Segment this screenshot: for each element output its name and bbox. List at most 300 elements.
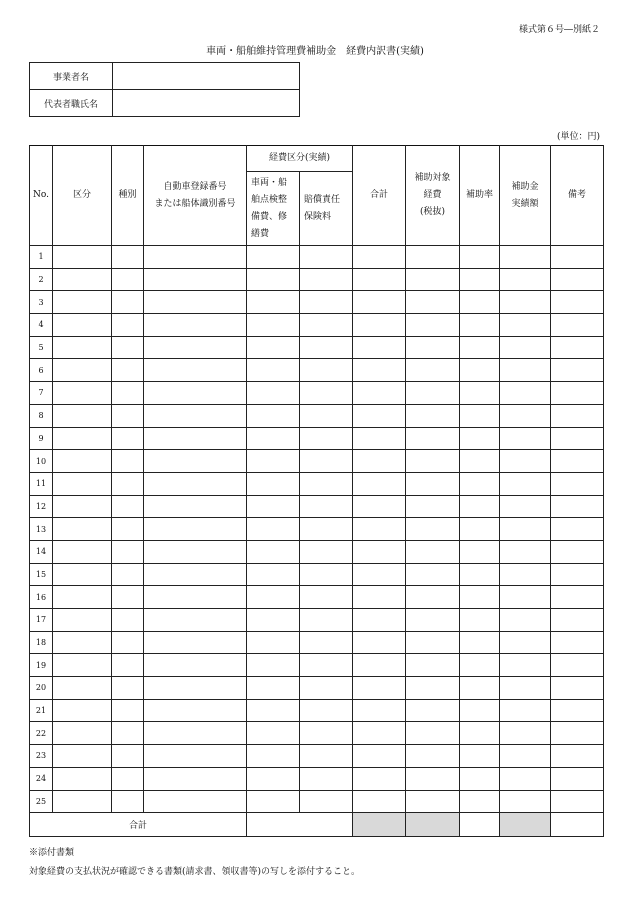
registration-cell[interactable] <box>144 427 247 450</box>
rate-cell[interactable] <box>460 677 500 700</box>
subsidy-cell[interactable] <box>500 745 551 768</box>
insurance-cell[interactable] <box>300 745 353 768</box>
remarks-cell[interactable] <box>551 699 604 722</box>
type-cell[interactable] <box>112 540 144 563</box>
eligible-cell[interactable] <box>406 336 460 359</box>
type-cell[interactable] <box>112 745 144 768</box>
representative-label: 代表者職氏名 <box>30 90 113 117</box>
subsidy-cell[interactable] <box>500 518 551 541</box>
maintenance-cell[interactable] <box>247 677 300 700</box>
subsidy-cell[interactable] <box>500 699 551 722</box>
maintenance-cell[interactable] <box>247 540 300 563</box>
registration-cell[interactable] <box>144 472 247 495</box>
type-cell[interactable] <box>112 654 144 677</box>
remarks-cell[interactable] <box>551 382 604 405</box>
eligible-cell[interactable] <box>406 382 460 405</box>
registration-cell[interactable] <box>144 495 247 518</box>
eligible-cell[interactable] <box>406 563 460 586</box>
type-cell[interactable] <box>112 586 144 609</box>
eligible-cell[interactable] <box>406 745 460 768</box>
table-row <box>30 314 604 337</box>
total-cell[interactable] <box>353 495 406 518</box>
registration-cell[interactable] <box>144 450 247 473</box>
maintenance-cell[interactable] <box>247 291 300 314</box>
maintenance-cell[interactable] <box>247 609 300 632</box>
eligible-cell[interactable] <box>406 654 460 677</box>
eligible-cell[interactable] <box>406 359 460 382</box>
total-cell[interactable] <box>353 291 406 314</box>
eligible-cell[interactable] <box>406 268 460 291</box>
maintenance-cell[interactable] <box>247 246 300 269</box>
rate-cell[interactable] <box>460 586 500 609</box>
total-cell[interactable] <box>353 722 406 745</box>
type-cell[interactable] <box>112 699 144 722</box>
total-remarks-cell[interactable] <box>551 813 604 837</box>
insurance-cell[interactable] <box>300 404 353 427</box>
registration-cell[interactable] <box>144 518 247 541</box>
subsidy-cell[interactable] <box>500 790 551 813</box>
maintenance-cell[interactable] <box>247 359 300 382</box>
representative-field[interactable] <box>113 90 300 117</box>
type-cell[interactable] <box>112 450 144 473</box>
table-row <box>30 336 604 359</box>
type-cell[interactable] <box>112 427 144 450</box>
remarks-cell[interactable] <box>551 450 604 473</box>
remarks-cell[interactable] <box>551 404 604 427</box>
eligible-cell[interactable] <box>406 540 460 563</box>
total-cell[interactable] <box>353 268 406 291</box>
table-row <box>30 563 604 586</box>
rate-cell[interactable] <box>460 518 500 541</box>
insurance-cell[interactable] <box>300 790 353 813</box>
category-cell[interactable] <box>53 450 112 473</box>
rate-cell[interactable] <box>460 654 500 677</box>
category-cell[interactable] <box>53 495 112 518</box>
rate-cell[interactable] <box>460 291 500 314</box>
header-maint-line3: 備費、修 <box>251 211 288 222</box>
subsidy-cell[interactable] <box>500 472 551 495</box>
maintenance-cell[interactable] <box>247 767 300 790</box>
category-cell[interactable] <box>53 767 112 790</box>
maintenance-cell[interactable] <box>247 268 300 291</box>
maintenance-cell[interactable] <box>247 563 300 586</box>
eligible-cell[interactable] <box>406 699 460 722</box>
insurance-cell[interactable] <box>300 495 353 518</box>
remarks-cell[interactable] <box>551 314 604 337</box>
category-cell[interactable] <box>53 359 112 382</box>
maintenance-cell[interactable] <box>247 631 300 654</box>
maintenance-cell[interactable] <box>247 382 300 405</box>
remarks-cell[interactable] <box>551 246 604 269</box>
remarks-cell[interactable] <box>551 631 604 654</box>
total-cell[interactable] <box>353 382 406 405</box>
insurance-cell[interactable] <box>300 472 353 495</box>
registration-cell[interactable] <box>144 404 247 427</box>
table-row <box>30 427 604 450</box>
subsidy-cell[interactable] <box>500 495 551 518</box>
insurance-cell[interactable] <box>300 722 353 745</box>
maintenance-cell[interactable] <box>247 699 300 722</box>
remarks-cell[interactable] <box>551 359 604 382</box>
insurance-cell[interactable] <box>300 382 353 405</box>
eligible-cell[interactable] <box>406 767 460 790</box>
category-cell[interactable] <box>53 472 112 495</box>
remarks-cell[interactable] <box>551 268 604 291</box>
remarks-cell[interactable] <box>551 654 604 677</box>
eligible-cell[interactable] <box>406 314 460 337</box>
table-row <box>30 359 604 382</box>
total-cell[interactable] <box>353 563 406 586</box>
subsidy-cell[interactable] <box>500 336 551 359</box>
total-cell[interactable] <box>353 427 406 450</box>
row-number: 21 <box>30 699 53 722</box>
registration-cell[interactable] <box>144 677 247 700</box>
row-number: 1 <box>30 246 53 269</box>
registration-cell[interactable] <box>144 586 247 609</box>
table-row <box>30 518 604 541</box>
total-cell[interactable] <box>353 336 406 359</box>
insurance-cell[interactable] <box>300 540 353 563</box>
category-cell[interactable] <box>53 722 112 745</box>
insurance-cell[interactable] <box>300 427 353 450</box>
eligible-cell[interactable] <box>406 631 460 654</box>
header-subsidy-amount <box>500 146 551 246</box>
category-cell[interactable] <box>53 609 112 632</box>
row-number: 14 <box>30 540 53 563</box>
insurance-cell[interactable] <box>300 268 353 291</box>
remarks-cell[interactable] <box>551 677 604 700</box>
total-row <box>30 813 604 837</box>
type-cell[interactable] <box>112 563 144 586</box>
category-cell[interactable] <box>53 382 112 405</box>
header-registration-line2: または船体識別番号 <box>154 198 236 209</box>
maintenance-cell[interactable] <box>247 336 300 359</box>
row-number: 24 <box>30 767 53 790</box>
category-cell[interactable] <box>53 540 112 563</box>
registration-cell[interactable] <box>144 609 247 632</box>
total-rate-cell[interactable] <box>460 813 500 837</box>
subsidy-cell[interactable] <box>500 767 551 790</box>
registration-cell[interactable] <box>144 246 247 269</box>
eligible-cell[interactable] <box>406 586 460 609</box>
insurance-cell[interactable] <box>300 314 353 337</box>
subsidy-cell[interactable] <box>500 586 551 609</box>
maintenance-cell[interactable] <box>247 472 300 495</box>
table-row <box>30 631 604 654</box>
remarks-cell[interactable] <box>551 336 604 359</box>
category-cell[interactable] <box>53 654 112 677</box>
category-cell[interactable] <box>53 699 112 722</box>
eligible-cell[interactable] <box>406 291 460 314</box>
remarks-cell[interactable] <box>551 563 604 586</box>
registration-cell[interactable] <box>144 790 247 813</box>
attachments-text: 対象経費の支払状況が確認できる書類(請求書、領収書等)の写しを添付すること。 <box>29 867 361 877</box>
header-remarks: 備考 <box>551 146 604 246</box>
category-cell[interactable] <box>53 404 112 427</box>
maintenance-cell[interactable] <box>247 654 300 677</box>
rate-cell[interactable] <box>460 495 500 518</box>
eligible-cell[interactable] <box>406 427 460 450</box>
subsidy-cell[interactable] <box>500 722 551 745</box>
header-subsidy-rate: 補助率 <box>460 146 500 246</box>
row-number: 17 <box>30 609 53 632</box>
total-cell[interactable] <box>353 359 406 382</box>
registration-cell[interactable] <box>144 359 247 382</box>
registration-cell[interactable] <box>144 268 247 291</box>
table-row <box>30 246 604 269</box>
type-cell[interactable] <box>112 677 144 700</box>
total-cell[interactable] <box>353 699 406 722</box>
registration-cell[interactable] <box>144 654 247 677</box>
registration-cell[interactable] <box>144 314 247 337</box>
eligible-cell[interactable] <box>406 450 460 473</box>
eligible-cell[interactable] <box>406 790 460 813</box>
rate-cell[interactable] <box>460 631 500 654</box>
row-number: 13 <box>30 518 53 541</box>
eligible-cell[interactable] <box>406 246 460 269</box>
maintenance-cell[interactable] <box>247 790 300 813</box>
maintenance-cell[interactable] <box>247 722 300 745</box>
registration-cell[interactable] <box>144 722 247 745</box>
type-cell[interactable] <box>112 336 144 359</box>
total-cell[interactable] <box>353 790 406 813</box>
operator-name-field[interactable] <box>113 63 300 90</box>
remarks-cell[interactable] <box>551 586 604 609</box>
total-cell[interactable] <box>353 246 406 269</box>
insurance-cell[interactable] <box>300 654 353 677</box>
subsidy-cell[interactable] <box>500 246 551 269</box>
insurance-cell[interactable] <box>300 359 353 382</box>
insurance-cell[interactable] <box>300 518 353 541</box>
rate-cell[interactable] <box>460 540 500 563</box>
subsidy-cell[interactable] <box>500 677 551 700</box>
maintenance-cell[interactable] <box>247 404 300 427</box>
maintenance-cell[interactable] <box>247 518 300 541</box>
rate-cell[interactable] <box>460 722 500 745</box>
registration-cell[interactable] <box>144 699 247 722</box>
type-cell[interactable] <box>112 790 144 813</box>
category-cell[interactable] <box>53 291 112 314</box>
subsidy-cell[interactable] <box>500 609 551 632</box>
category-cell[interactable] <box>53 586 112 609</box>
category-cell[interactable] <box>53 790 112 813</box>
category-cell[interactable] <box>53 268 112 291</box>
table-row <box>30 722 604 745</box>
category-cell[interactable] <box>53 745 112 768</box>
type-cell[interactable] <box>112 722 144 745</box>
eligible-cell[interactable] <box>406 518 460 541</box>
total-cell[interactable] <box>353 540 406 563</box>
remarks-cell[interactable] <box>551 472 604 495</box>
type-cell[interactable] <box>112 382 144 405</box>
registration-cell[interactable] <box>144 291 247 314</box>
header-registration-number <box>144 146 247 246</box>
registration-cell[interactable] <box>144 745 247 768</box>
type-cell[interactable] <box>112 268 144 291</box>
total-cell[interactable] <box>353 631 406 654</box>
eligible-cell[interactable] <box>406 609 460 632</box>
insurance-cell[interactable] <box>300 699 353 722</box>
operator-row <box>30 63 300 90</box>
total-cell[interactable] <box>353 404 406 427</box>
type-cell[interactable] <box>112 495 144 518</box>
remarks-cell[interactable] <box>551 722 604 745</box>
rate-cell[interactable] <box>460 382 500 405</box>
subsidy-cell[interactable] <box>500 654 551 677</box>
table-row <box>30 699 604 722</box>
subsidy-cell[interactable] <box>500 404 551 427</box>
insurance-cell[interactable] <box>300 767 353 790</box>
eligible-cell[interactable] <box>406 677 460 700</box>
type-cell[interactable] <box>112 314 144 337</box>
insurance-cell[interactable] <box>300 291 353 314</box>
rate-cell[interactable] <box>460 359 500 382</box>
registration-cell[interactable] <box>144 563 247 586</box>
maintenance-cell[interactable] <box>247 314 300 337</box>
category-cell[interactable] <box>53 336 112 359</box>
header-maint-line1: 車両・船 <box>251 177 288 188</box>
category-cell[interactable] <box>53 314 112 337</box>
type-cell[interactable] <box>112 472 144 495</box>
type-cell[interactable] <box>112 246 144 269</box>
header-liability-insurance <box>300 172 353 246</box>
insurance-cell[interactable] <box>300 609 353 632</box>
total-cell[interactable] <box>353 450 406 473</box>
row-number: 6 <box>30 359 53 382</box>
total-cell[interactable] <box>353 314 406 337</box>
rate-cell[interactable] <box>460 246 500 269</box>
registration-cell[interactable] <box>144 631 247 654</box>
rate-cell[interactable] <box>460 314 500 337</box>
row-number: 7 <box>30 382 53 405</box>
rate-cell[interactable] <box>460 609 500 632</box>
remarks-cell[interactable] <box>551 291 604 314</box>
header-expense-group: 経費区分(実績) <box>247 146 353 172</box>
registration-cell[interactable] <box>144 767 247 790</box>
remarks-cell[interactable] <box>551 745 604 768</box>
total-cell[interactable] <box>353 745 406 768</box>
header-type: 種別 <box>112 146 144 246</box>
total-expense-cell[interactable] <box>247 813 353 837</box>
remarks-cell[interactable] <box>551 767 604 790</box>
type-cell[interactable] <box>112 609 144 632</box>
subsidy-cell[interactable] <box>500 450 551 473</box>
rate-cell[interactable] <box>460 336 500 359</box>
rate-cell[interactable] <box>460 767 500 790</box>
maintenance-cell[interactable] <box>247 586 300 609</box>
row-number: 4 <box>30 314 53 337</box>
total-cell[interactable] <box>353 609 406 632</box>
subsidy-cell[interactable] <box>500 314 551 337</box>
rate-cell[interactable] <box>460 472 500 495</box>
rate-cell[interactable] <box>460 745 500 768</box>
table-row <box>30 495 604 518</box>
category-cell[interactable] <box>53 518 112 541</box>
maintenance-cell[interactable] <box>247 745 300 768</box>
type-cell[interactable] <box>112 767 144 790</box>
remarks-cell[interactable] <box>551 540 604 563</box>
insurance-cell[interactable] <box>300 246 353 269</box>
remarks-cell[interactable] <box>551 609 604 632</box>
type-cell[interactable] <box>112 631 144 654</box>
eligible-cell[interactable] <box>406 722 460 745</box>
subsidy-cell[interactable] <box>500 631 551 654</box>
table-row <box>30 767 604 790</box>
rate-cell[interactable] <box>460 404 500 427</box>
subsidy-cell[interactable] <box>500 268 551 291</box>
rate-cell[interactable] <box>460 427 500 450</box>
total-cell[interactable] <box>353 518 406 541</box>
total-sum-cell <box>353 813 406 837</box>
eligible-cell[interactable] <box>406 404 460 427</box>
rate-cell[interactable] <box>460 268 500 291</box>
insurance-cell[interactable] <box>300 586 353 609</box>
category-cell[interactable] <box>53 563 112 586</box>
total-cell[interactable] <box>353 472 406 495</box>
total-label: 合計 <box>30 813 247 837</box>
remarks-cell[interactable] <box>551 427 604 450</box>
rate-cell[interactable] <box>460 563 500 586</box>
insurance-cell[interactable] <box>300 631 353 654</box>
remarks-cell[interactable] <box>551 790 604 813</box>
registration-cell[interactable] <box>144 382 247 405</box>
rate-cell[interactable] <box>460 699 500 722</box>
category-cell[interactable] <box>53 246 112 269</box>
total-cell[interactable] <box>353 677 406 700</box>
table-row <box>30 382 604 405</box>
maintenance-cell[interactable] <box>247 495 300 518</box>
maintenance-cell[interactable] <box>247 450 300 473</box>
row-number: 22 <box>30 722 53 745</box>
type-cell[interactable] <box>112 404 144 427</box>
eligible-cell[interactable] <box>406 495 460 518</box>
header-total: 合計 <box>353 146 406 246</box>
table-row <box>30 609 604 632</box>
table-row <box>30 404 604 427</box>
total-cell[interactable] <box>353 586 406 609</box>
type-cell[interactable] <box>112 518 144 541</box>
registration-cell[interactable] <box>144 336 247 359</box>
total-cell[interactable] <box>353 767 406 790</box>
rate-cell[interactable] <box>460 790 500 813</box>
registration-cell[interactable] <box>144 540 247 563</box>
insurance-cell[interactable] <box>300 563 353 586</box>
remarks-cell[interactable] <box>551 495 604 518</box>
insurance-cell[interactable] <box>300 677 353 700</box>
total-cell[interactable] <box>353 654 406 677</box>
rate-cell[interactable] <box>460 450 500 473</box>
category-cell[interactable] <box>53 677 112 700</box>
subsidy-cell[interactable] <box>500 291 551 314</box>
insurance-cell[interactable] <box>300 450 353 473</box>
remarks-cell[interactable] <box>551 518 604 541</box>
subsidy-cell[interactable] <box>500 382 551 405</box>
type-cell[interactable] <box>112 291 144 314</box>
table-row <box>30 677 604 700</box>
type-cell[interactable] <box>112 359 144 382</box>
eligible-cell[interactable] <box>406 472 460 495</box>
expense-breakdown-table <box>29 145 604 837</box>
insurance-cell[interactable] <box>300 336 353 359</box>
row-number: 15 <box>30 563 53 586</box>
subsidy-cell[interactable] <box>500 359 551 382</box>
subsidy-cell[interactable] <box>500 563 551 586</box>
category-cell[interactable] <box>53 631 112 654</box>
subsidy-cell[interactable] <box>500 540 551 563</box>
category-cell[interactable] <box>53 427 112 450</box>
subsidy-cell[interactable] <box>500 427 551 450</box>
maintenance-cell[interactable] <box>247 427 300 450</box>
